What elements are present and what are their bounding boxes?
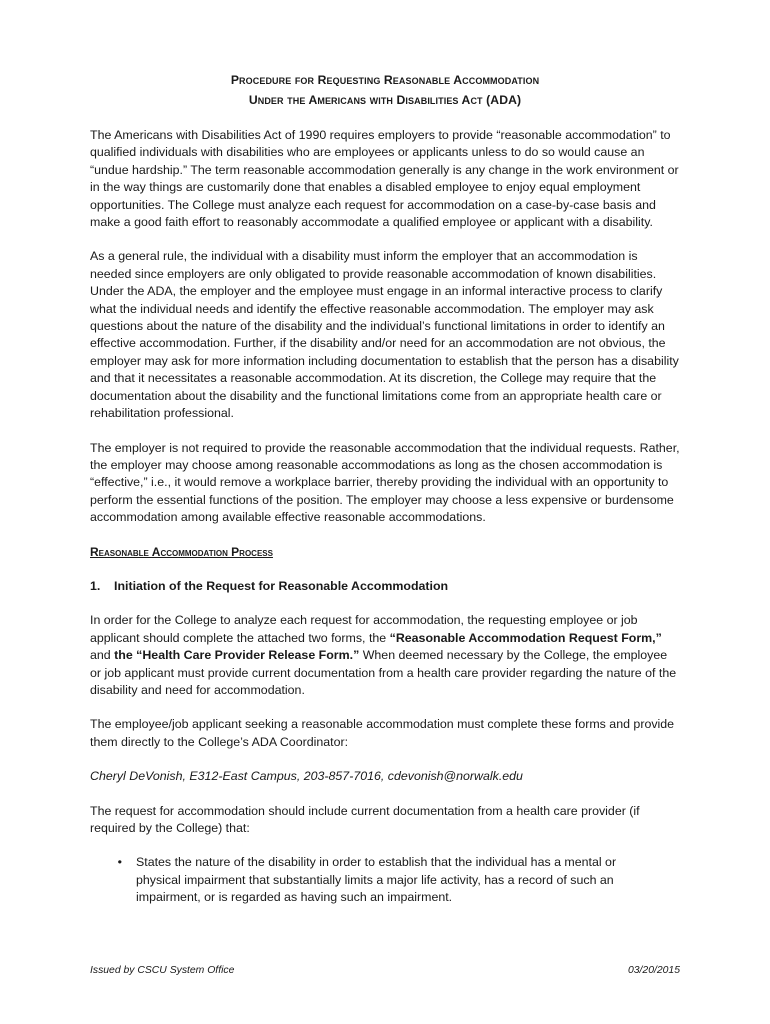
- item-number: 1.: [90, 578, 101, 593]
- document-body: [90, 70, 680, 907]
- forms-text-1: In order for the College to analyze each request for accommodation, the requesting employee or job applicant should complete the attached two forms, the: [90, 613, 638, 645]
- section-heading: Reasonable Accommodation Process: [90, 544, 273, 559]
- paragraph-documentation: The request for accommodation should include current documentation from a health care provider (if required by the College) that:: [90, 803, 640, 835]
- paragraph-submit-forms: The employee/job applicant seeking a reasonable accommodation must complete these forms and provide them directly to the College’s ADA Coordinator:: [90, 717, 675, 749]
- title-line-2: Under the Americans with Disabilities Act (ADA): [248, 93, 522, 107]
- numbered-heading-initiation: [90, 578, 680, 595]
- footer-issuer: Issued by CSCU System Office: [90, 965, 235, 976]
- bullet-icon: •: [117, 855, 122, 870]
- item-title: Initiation of the Request for Reasonable Accommodation: [114, 578, 449, 593]
- forms-text-3: When deemed necessary by the College, the employee or job applicant must provide current documentation from a health care provider regarding the nature of the disability and need for accommodation.: [90, 648, 677, 697]
- document-title: [90, 70, 680, 110]
- page-footer: [90, 964, 680, 978]
- footer-date: 03/20/2015: [627, 965, 680, 976]
- request-form-name: “Reasonable Accommodation Request Form,”: [389, 630, 662, 645]
- paragraph-general-rule: As a general rule, the individual with a disability must inform the employer that an accommodation is needed since employers are only obligated to provide reasonable accommodation of known disabilities. Under the ADA, the employer and the employee must engage in an informal interactive process to clarify what the individual needs and identify the effective reasonable accommodation. The employer may ask questions about the nature of the disability and the individual’s functional limitations in order to identify an effective accommodation. Further, if the disability and/or need for an accommodation are not obvious, the employer may ask for more information including documentation to establish that the person has a disability and that it necessitates a reasonable accommodation. At its discretion, the College may require that the documentation about the disability and the functional limitations come from an appropriate health care or rehabilitation professional.: [90, 249, 679, 421]
- bullet-text: States the nature of the disability in order to establish that the individual has a mental or physical impairment that substantially limits a major life activity, has a record of such an impairment, or is regarded as having such an impairment.: [136, 855, 617, 905]
- list-item: [90, 854, 680, 906]
- release-form-name: the “Health Care Provider Release Form.”: [114, 648, 360, 663]
- paragraph-forms: [90, 612, 680, 699]
- title-line-1: Procedure for Requesting Reasonable Accommodation: [230, 73, 540, 87]
- paragraph-ada-overview: The Americans with Disabilities Act of 1990 requires employers to provide “reasonable accommodation” to qualified individuals with disabilities who are employees or applicants unless to do so would cause an “undue hardship.” The term reasonable accommodation generally is any change in the work environment or in the way things are customarily done that enables a disabled employee to enjoy equal employment opportunities. The College must analyze each request for accommodation on a case-by-case basis and make a good faith effort to reasonably accommodate a qualified employee or applicant with a disability.: [90, 128, 679, 230]
- paragraph-employer-choice: The employer is not required to provide the reasonable accommodation that the individual requests. Rather, the employer may choose among reasonable accommodations as long as the chosen accommodation is “effective,” i.e., it would remove a workplace barrier, thereby providing the individual with an opportunity to perform the essential functions of the position. The employer may choose a less expensive or burdensome accommodation among available effective reasonable accommodations.: [90, 440, 680, 525]
- ada-coordinator-contact: Cheryl DeVonish, E312-East Campus, 203-857-7016, cdevonish@norwalk.edu: [90, 769, 523, 784]
- forms-text-2: and: [90, 648, 115, 663]
